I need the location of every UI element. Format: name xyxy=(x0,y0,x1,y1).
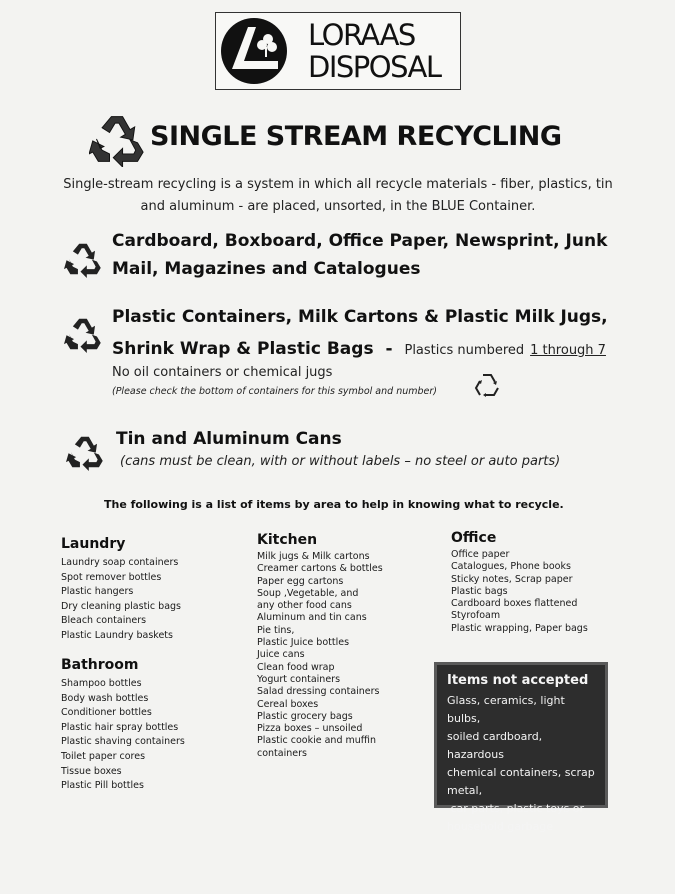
list-item: containers xyxy=(257,747,307,759)
list-item: Styrofoam xyxy=(451,610,501,622)
not-accepted-line: chemical containers, scrap xyxy=(447,766,595,779)
list-item: Sticky notes, Scrap paper xyxy=(451,573,573,585)
laundry-title: Laundry xyxy=(61,536,126,552)
category-plastics-line2: Shrink Wrap & Plastic Bags xyxy=(112,339,374,359)
not-accepted-line: soiled cardboard, hazardous xyxy=(447,730,543,761)
office-section xyxy=(451,529,588,635)
not-accepted-line: household garbage xyxy=(447,820,554,833)
recycle-icon xyxy=(89,111,145,167)
list-item: Juice cans xyxy=(257,649,305,661)
logo-line-2: DISPOSAL xyxy=(308,50,441,84)
list-item: Plastic hair spray bottles xyxy=(61,721,179,733)
list-item: Toilet paper cores xyxy=(61,750,146,762)
list-item: Tissue boxes xyxy=(61,765,122,777)
list-item: Plastic grocery bags xyxy=(257,710,353,722)
plastics-range: 1 through 7 xyxy=(530,343,606,358)
list-item: Yogurt containers xyxy=(257,673,341,685)
bathroom-title: Bathroom xyxy=(61,657,139,673)
recycle-icon xyxy=(66,433,104,471)
list-item: Clean food wrap xyxy=(257,661,335,673)
laundry-section xyxy=(61,535,181,644)
list-item: Aluminum and tin cans xyxy=(257,612,367,624)
category-paper xyxy=(112,227,607,283)
list-item: any other food cans xyxy=(257,600,352,612)
category-plastics-line1: Plastic Containers, Milk Cartons & Plastic Milk Jugs, xyxy=(112,307,608,327)
list-item: Plastic bags xyxy=(451,585,508,597)
list-item: Plastic wrapping, Paper bags xyxy=(451,622,588,634)
list-item: Plastic shaving containers xyxy=(61,736,185,748)
loraas-logo-mark-icon xyxy=(218,15,290,87)
kitchen-title: Kitchen xyxy=(257,532,318,548)
no-oil-note: No oil containers or chemical jugs xyxy=(112,365,333,380)
items-not-accepted-box xyxy=(434,662,608,833)
list-item: Cereal boxes xyxy=(257,698,319,710)
list-item: Pizza boxes – unsoiled xyxy=(257,723,363,735)
list-intro: The following is a list of items by area to help in knowing what to recycle. xyxy=(104,498,564,511)
list-item: Conditioner bottles xyxy=(61,707,152,719)
intro-text: Single-stream recycling is a system in which all recycle materials - fiber, plastics, tin and aluminum - are placed, unsorted, in the BLUE Container. xyxy=(63,177,613,214)
logo-wordmark xyxy=(308,19,458,83)
category-paper-line2: Mail, Magazines and Catalogues xyxy=(112,259,421,279)
list-item: Salad dressing containers xyxy=(257,686,380,698)
list-item: Body wash bottles xyxy=(61,692,149,704)
list-item: Plastic Pill bottles xyxy=(61,780,144,792)
list-item: Plastic Juice bottles xyxy=(257,637,350,649)
not-accepted-title: Items not accepted xyxy=(447,673,589,688)
plastic-resin-code-icon xyxy=(472,370,502,400)
list-item: Plastic Laundry baskets xyxy=(61,629,173,641)
dash: - xyxy=(385,339,393,359)
bathroom-section xyxy=(61,656,185,794)
list-item: Milk jugs & Milk cartons xyxy=(257,551,370,562)
list-item: Soup ,Vegetable, and xyxy=(257,587,359,599)
not-accepted-line: metal, xyxy=(447,784,483,797)
plastics-numbered: Plastics numbered xyxy=(404,343,525,358)
not-accepted-line: car parts, plastic toys or xyxy=(447,802,585,815)
list-item: Cardboard boxes flattened xyxy=(451,598,578,610)
logo-line-1: LORAAS xyxy=(308,18,415,52)
list-item: Laundry soap containers xyxy=(61,557,179,568)
kitchen-section xyxy=(257,531,383,760)
recycle-icon xyxy=(64,240,102,278)
category-cans: Tin and Aluminum Cans xyxy=(116,429,342,449)
list-item: Shampoo bottles xyxy=(61,678,142,689)
category-paper-line1: Cardboard, Boxboard, Office Paper, Newsprint, Junk xyxy=(112,231,608,251)
check-bottom-note: (Please check the bottom of containers for this symbol and number) xyxy=(112,386,437,397)
list-item: Office paper xyxy=(451,549,510,560)
category-plastics xyxy=(112,303,608,365)
recycle-icon xyxy=(64,315,102,353)
list-item: Creamer cartons & bottles xyxy=(257,563,383,575)
list-item: Plastic hangers xyxy=(61,586,134,598)
list-item: Paper egg cartons xyxy=(257,575,344,587)
list-item: Dry cleaning plastic bags xyxy=(61,600,182,612)
list-item: Spot remover bottles xyxy=(61,571,162,583)
cans-note: (cans must be clean, with or without labels – no steel or auto parts) xyxy=(120,454,561,469)
page-title: SINGLE STREAM RECYCLING xyxy=(150,121,562,152)
list-item: Catalogues, Phone books xyxy=(451,561,571,573)
not-accepted-line: Glass, ceramics, light bulbs, xyxy=(447,694,565,725)
company-logo xyxy=(215,12,461,90)
office-title: Office xyxy=(451,530,497,546)
list-item: Plastic cookie and muffin xyxy=(257,735,376,747)
list-item: Pie tins, xyxy=(257,624,295,636)
list-item: Bleach containers xyxy=(61,615,147,627)
